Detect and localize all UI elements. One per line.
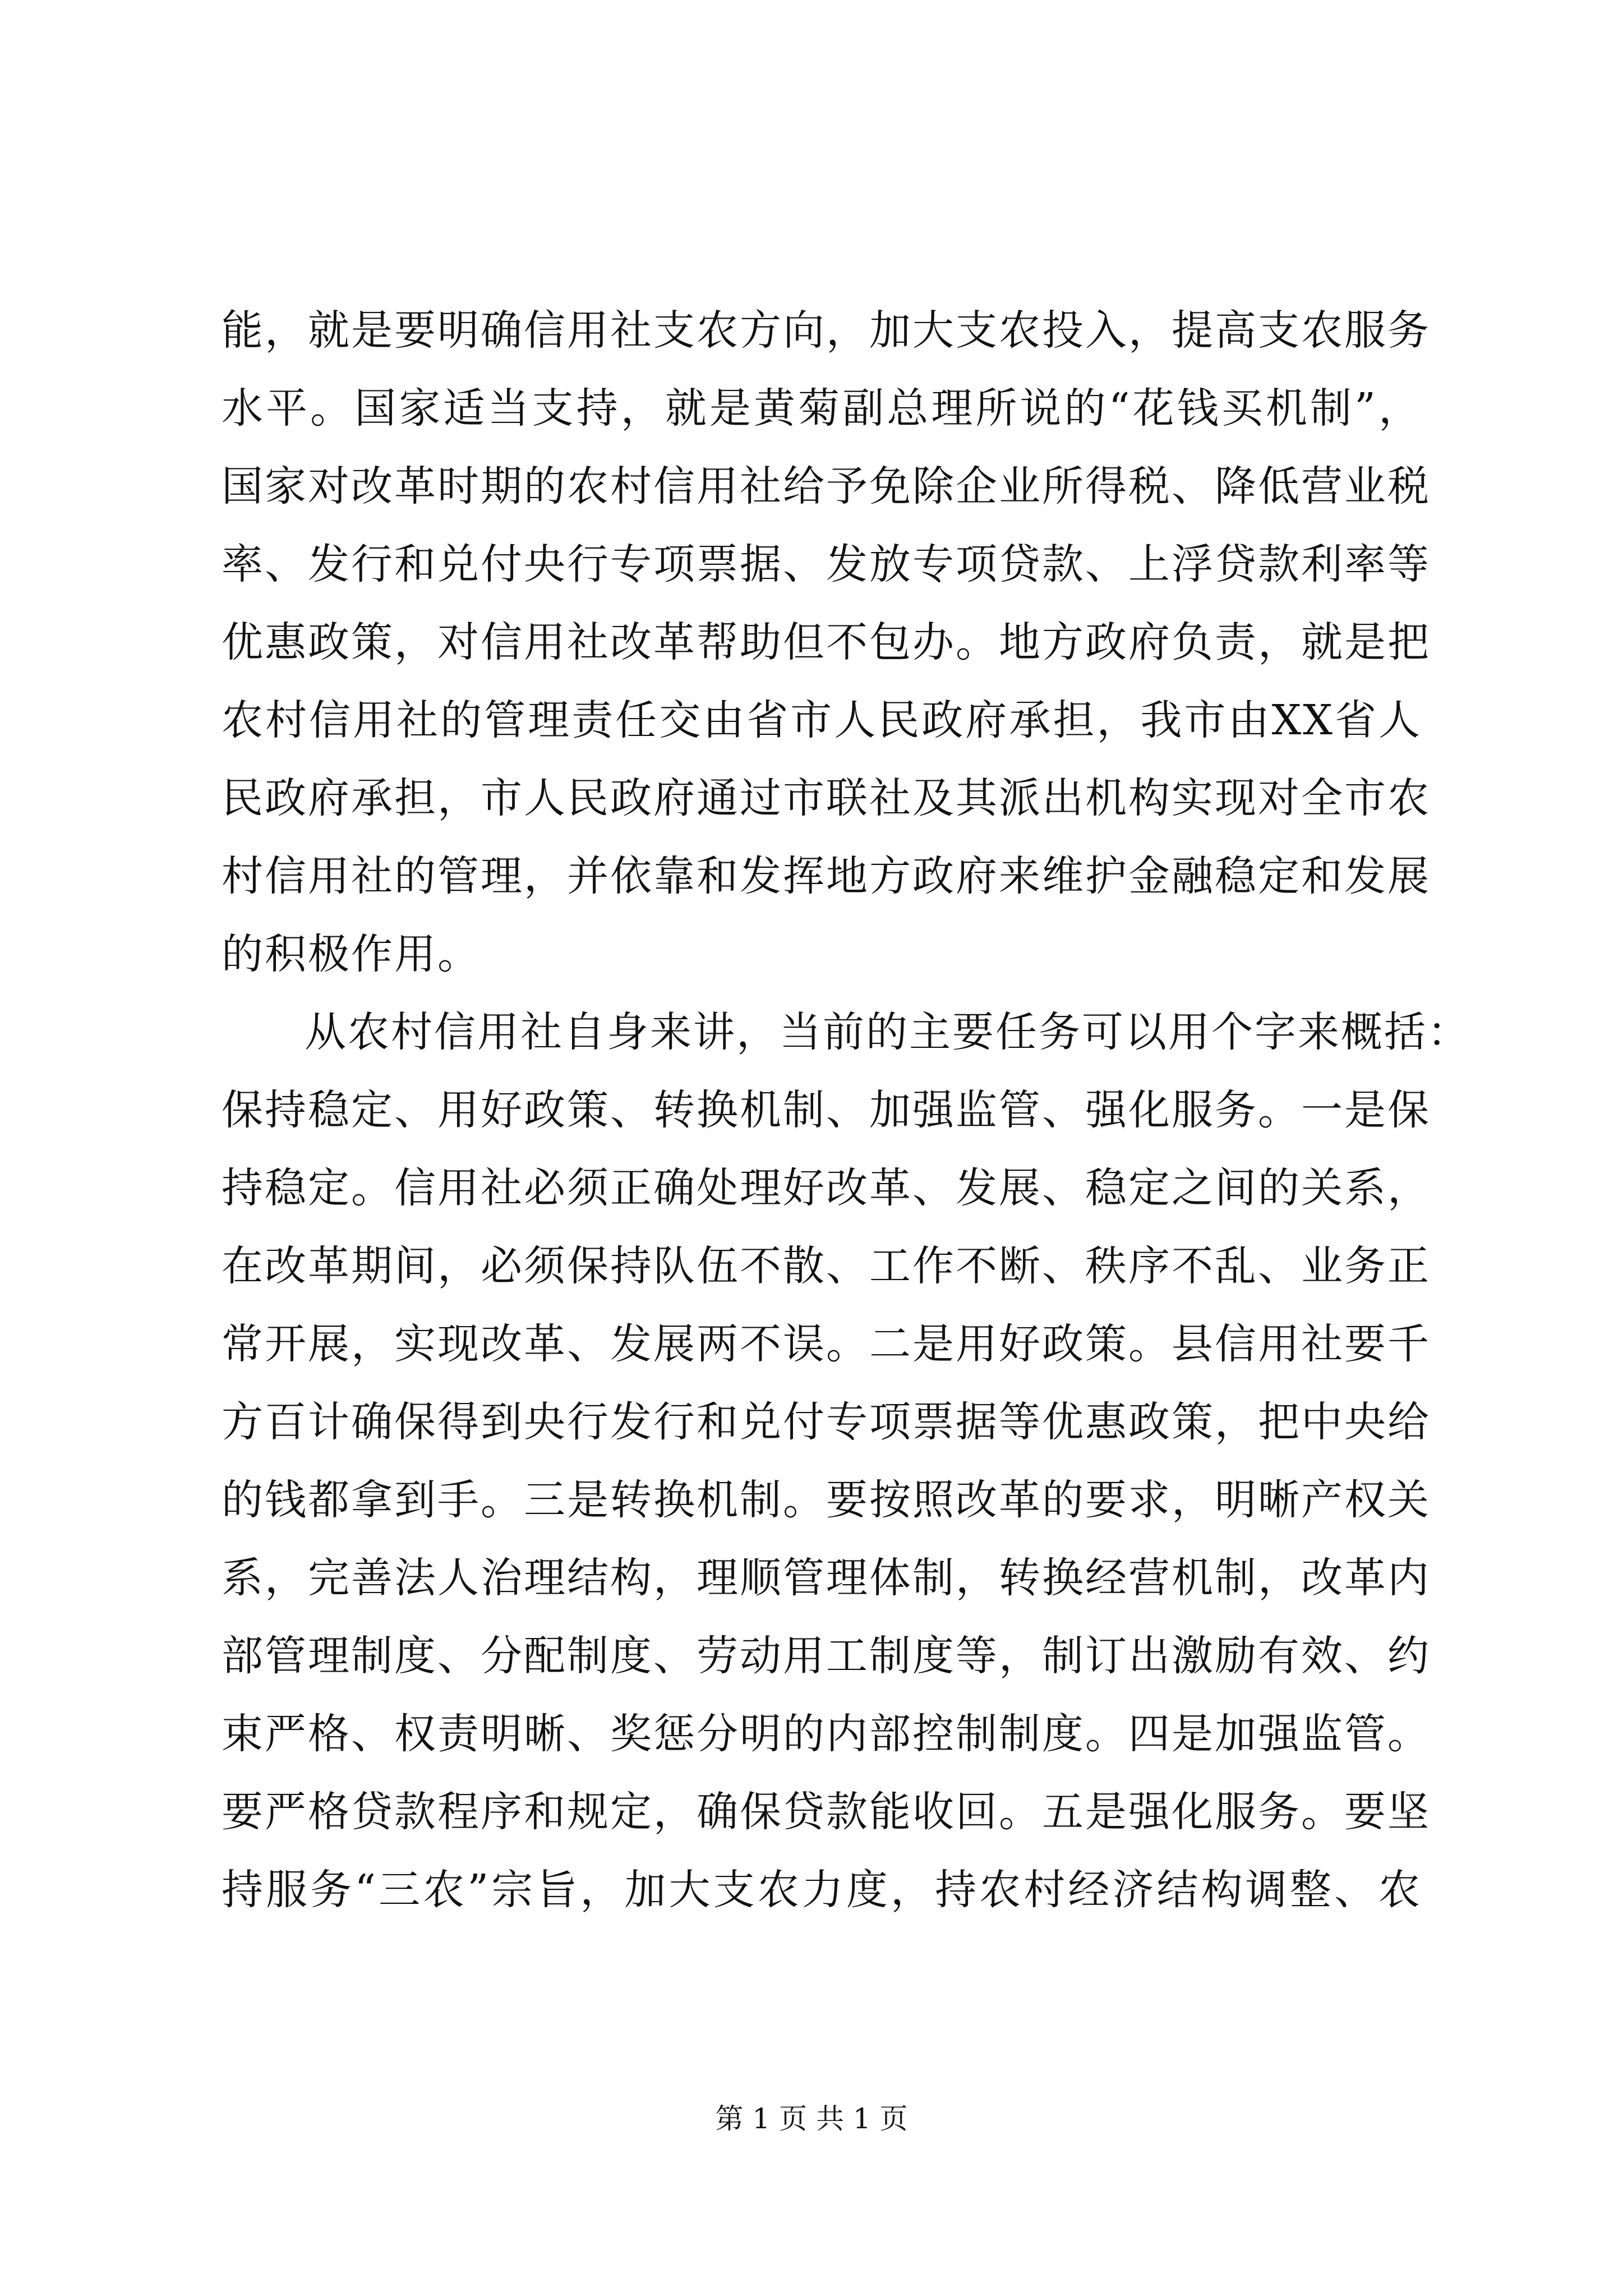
text-line: 持稳定。信用社必须正确处理好改革、发展、稳定之间的关系，: [222, 1164, 1431, 1212]
paragraph-1: [222, 292, 1431, 993]
text-line: 优惠政策，对信用社改革帮助但不包办。地方政府负责，就是把: [222, 618, 1431, 666]
text-line: 农村信用社的管理责任交由省市人民政府承担，我市由XX省人: [222, 696, 1422, 744]
text-line: 村信用社的管理，并依靠和发挥地方政府来维护金融稳定和发展: [222, 852, 1431, 900]
text-line: 民政府承担，市人民政府通过市联社及其派出机构实现对全市农: [222, 774, 1431, 822]
text-line: 国家对改革时期的农村信用社给予免除企业所得税、降低营业税: [222, 462, 1431, 510]
text-line: 束严格、权责明晰、奖惩分明的内部控制制度。四是加强监管。: [222, 1710, 1431, 1758]
document-body: [222, 292, 1470, 1929]
text-line: 从农村信用社自身来讲，当前的主要任务可以用个字来概括：: [305, 1008, 1470, 1056]
text-line: 水平。国家适当支持，就是黄菊副总理所说的“花钱买机制”，: [222, 384, 1422, 432]
text-line: 能，就是要明确信用社支农方向，加大支农投入，提高支农服务: [222, 306, 1431, 355]
text-line: 系，完善法人治理结构，理顺管理体制，转换经营机制，改革内: [222, 1554, 1431, 1602]
text-line: 方百计确保得到央行发行和兑付专项票据等优惠政策，把中央给: [222, 1398, 1431, 1446]
text-line: 保持稳定、用好政策、转换机制、加强监管、强化服务。一是保: [222, 1086, 1431, 1134]
text-line: 的钱都拿到手。三是转换机制。要按照改革的要求，明晰产权关: [222, 1476, 1431, 1524]
text-line: 率、发行和兑付央行专项票据、发放专项贷款、上浮贷款利率等: [222, 540, 1431, 588]
paragraph-2: [222, 993, 1470, 1929]
text-line: 常开展，实现改革、发展两不误。二是用好政策。县信用社要千: [222, 1320, 1431, 1368]
text-line: 部管理制度、分配制度、劳动用工制度等，制订出激励有效、约: [222, 1632, 1431, 1680]
page-number-footer: 第 1 页 共 1 页: [715, 2102, 908, 2135]
text-line: 要严格贷款程序和规定，确保贷款能收回。五是强化服务。要坚: [222, 1788, 1431, 1836]
text-line: 的积极作用。: [222, 930, 481, 978]
text-line: 持服务“三农”宗旨，加大支农力度，持农村经济结构调整、农: [222, 1866, 1422, 1914]
text-line: 在改革期间，必须保持队伍不散、工作不断、秩序不乱、业务正: [222, 1242, 1431, 1290]
